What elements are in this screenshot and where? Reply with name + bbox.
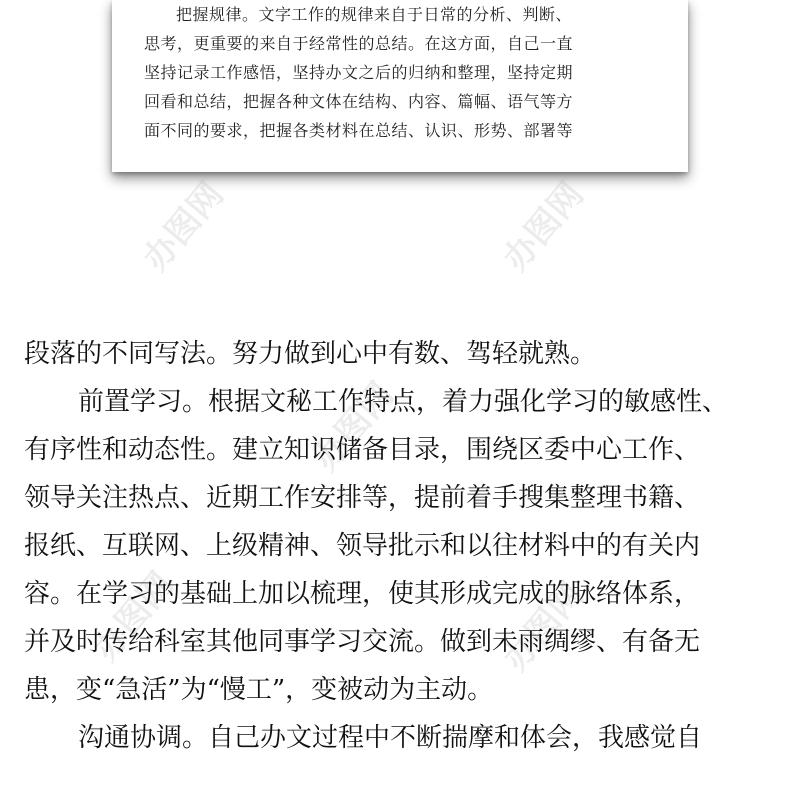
card-paragraph xyxy=(144,0,664,145)
watermark: 办图网 xyxy=(305,374,402,479)
body-line: 沟通协调。自己办文过程中不断揣摩和体会，我感觉自 xyxy=(78,723,703,753)
watermark: 办图网 xyxy=(135,174,232,279)
body-line: 段落的不同写法。努力做到心中有数、驾轻就熟。 xyxy=(24,339,597,369)
body-line: 报纸、互联网、上级精神、领导批示和以往材料中的有关内 xyxy=(24,531,701,561)
body-line: 容。在学习的基础上加以梳理，使其形成完成的脉络体系， xyxy=(24,579,701,609)
card-line: 坚持记录工作感悟，坚持办文之后的归纳和整理，坚持定期 xyxy=(144,63,574,82)
body-line: 领导关注热点、近期工作安排等，提前着手搜集整理书籍、 xyxy=(24,483,701,513)
watermark: 办图网 xyxy=(495,574,592,679)
body-line: 患，变“急活”为“慢工”，变被动为主动。 xyxy=(24,675,494,705)
body-line: 前置学习。根据文秘工作特点，着力强化学习的敏感性、 xyxy=(78,387,729,417)
body-line: 并及时传给科室其他同事学习交流。做到未雨绸缪、有备无 xyxy=(24,627,701,657)
document-body xyxy=(24,330,794,762)
card-line: 面不同的要求，把握各类材料在总结、认识、形势、部署等 xyxy=(144,121,574,140)
document-page-preview xyxy=(112,0,688,172)
card-line: 思考，更重要的来自于经常性的总结。在这方面，自己一直 xyxy=(144,34,574,53)
card-line: 把握规律。文字工作的规律来自于日常的分析、判断、 xyxy=(176,5,573,24)
watermark: 办图网 xyxy=(85,564,182,669)
body-line: 有序性和动态性。建立知识储备目录，围绕区委中心工作、 xyxy=(24,435,701,465)
card-line: 回看和总结，把握各种文体在结构、内容、篇幅、语气等方 xyxy=(144,92,574,111)
watermark: 办图网 xyxy=(495,174,592,279)
